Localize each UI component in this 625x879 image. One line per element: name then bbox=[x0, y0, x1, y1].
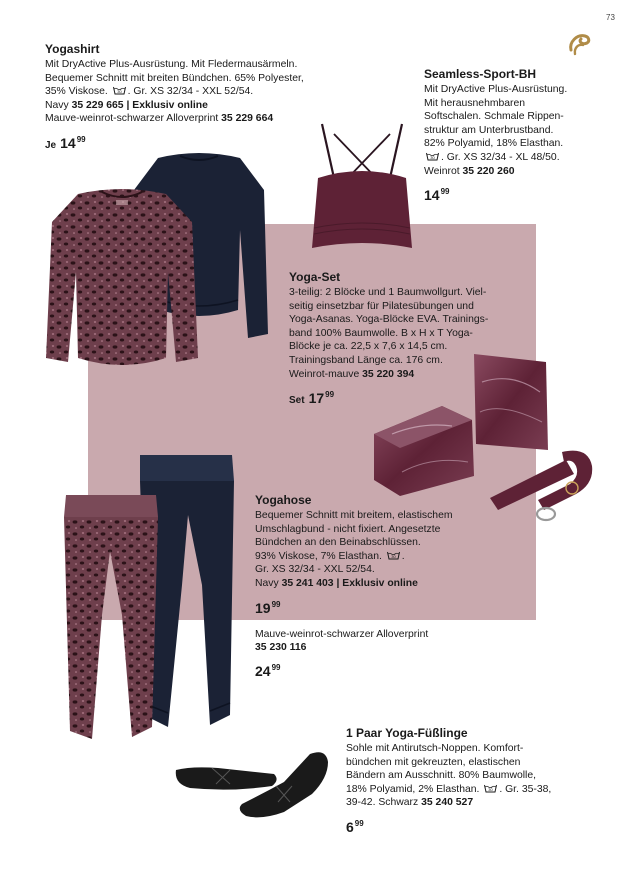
yogashirt-mauve-line: Mauve-weinrot-schwarzer Alloverprint 35 229 664 bbox=[45, 113, 274, 125]
article-number: 35 241 403 bbox=[281, 577, 334, 589]
sport-bra-title: Seamless-Sport-BH bbox=[424, 67, 537, 81]
sport-bra-desc-line: struktur am Unterbrustband. bbox=[424, 124, 554, 136]
yogahose-material-line: 93% Viskose, 7% Elasthan. 30 . bbox=[255, 550, 405, 562]
yogashirt-navy-line: Navy 35 229 665 | Exklusiv online bbox=[45, 99, 208, 111]
sport-bra-size-line: 30 . Gr. XS 32/34 - XL 48/50. bbox=[424, 151, 619, 165]
yoga-set-desc-line: seitig einsetzbar für Pilatesübungen und bbox=[289, 300, 474, 312]
svg-text:30: 30 bbox=[488, 786, 494, 792]
yogashirt-info bbox=[45, 42, 325, 156]
sport-bra-desc-line: Mit herausnehmbaren bbox=[424, 97, 526, 109]
svg-text:30: 30 bbox=[391, 553, 396, 559]
yogashirt-price: Je $14^{99}$ bbox=[45, 134, 86, 151]
yogahose-info bbox=[255, 493, 515, 681]
yogahose-mauve-price: $24^{99}$ bbox=[255, 662, 281, 679]
yoga-set-title: Yoga-Set bbox=[289, 270, 341, 284]
yogahose-navy-price: $19^{99}$ bbox=[255, 599, 281, 616]
article-number: 35 229 664 bbox=[221, 113, 274, 125]
article-number: 35 220 260 bbox=[462, 165, 515, 177]
article-number: 35 240 527 bbox=[421, 797, 474, 809]
yogahose-desc-line: Bündchen an den Beinabschlüssen. bbox=[255, 537, 421, 549]
sport-bra-desc-line: Softschalen. Schmale Rippen- bbox=[424, 111, 564, 123]
yogahose-title: Yogahose bbox=[255, 493, 312, 507]
sport-bra-color-line: Weinrot 35 220 260 bbox=[424, 165, 515, 177]
article-number: 35 230 116 bbox=[255, 642, 307, 654]
yoga-set-price: Set $17^{99}$ bbox=[289, 390, 335, 407]
yoga-set-desc-line: 3-teilig: 2 Blöcke und 1 Baumwollgurt. Viel- bbox=[289, 287, 487, 298]
training-band-image bbox=[488, 448, 598, 526]
yogashirt-desc-line: 35% Viskose. 30 . Gr. XS 32/34 - XXL 52/54. bbox=[45, 86, 254, 98]
yogashirt-print-image bbox=[42, 188, 202, 378]
yogashirt-desc-line: Bequemer Schnitt mit breiten Bündchen. 65% Polyester, bbox=[45, 72, 304, 84]
svg-text:30: 30 bbox=[116, 89, 122, 95]
socks-title: 1 Paar Yoga-Füßlinge bbox=[346, 726, 468, 740]
article-number: 35 229 665 bbox=[71, 99, 124, 111]
yogahose-mauve-line: Mauve-weinrot-schwarzer Alloverprint bbox=[255, 628, 429, 640]
yoga-set-desc-line: Blöcke je ca. 22,5 x 7,6 x 14,5 cm. bbox=[289, 341, 448, 353]
svg-text:30: 30 bbox=[430, 155, 435, 161]
page-number: 73 bbox=[606, 13, 615, 22]
yogahose-print-image bbox=[58, 495, 162, 749]
brand-logo-icon bbox=[565, 30, 593, 58]
yoga-set-desc-line: Trainingsband Länge ca. 176 cm. bbox=[289, 354, 443, 366]
yogahose-size-line: Gr. XS 32/34 - XXL 52/54. bbox=[255, 564, 375, 576]
yogahose-navy-line: Navy 35 241 403 | Exklusiv online bbox=[255, 577, 418, 589]
sport-bra-info bbox=[424, 67, 619, 205]
yoga-socks-image bbox=[172, 748, 332, 820]
yogashirt-desc-line: Mit DryActive Plus-Ausrüstung. Mit Fledermausärmeln. bbox=[45, 59, 298, 70]
socks-desc-line: 18% Polyamid, 2% Elasthan. 30 . Gr. 35-38, bbox=[346, 783, 552, 795]
sport-bra-desc-line: Mit DryActive Plus-Ausrüstung. bbox=[424, 84, 568, 95]
yoga-set-desc-line: band 100% Baumwolle. B x H x T Yoga- bbox=[289, 327, 473, 339]
article-number: 35 220 394 bbox=[362, 368, 415, 380]
yogashirt-title: Yogashirt bbox=[45, 42, 100, 56]
socks-desc-line: bündchen mit gekreuzten, elastischen bbox=[346, 756, 521, 768]
socks-desc-line: Bändern am Ausschnitt. 80% Baumwolle, bbox=[346, 770, 537, 782]
yogahose-desc-line: Umschlagbund - nicht fixiert. Angesetzte bbox=[255, 523, 441, 535]
wash-care-icon bbox=[426, 152, 439, 161]
wash-care-icon bbox=[113, 86, 126, 95]
socks-color-line: 39-42. Schwarz 35 240 527 bbox=[346, 797, 474, 809]
sport-bra-price: $14^{99}$ bbox=[424, 187, 450, 204]
sport-bra-image bbox=[308, 120, 416, 252]
sport-bra-desc-line: 82% Polyamid, 18% Elasthan. bbox=[424, 138, 564, 150]
yoga-set-color-line: Weinrot-mauve 35 220 394 bbox=[289, 368, 415, 380]
socks-info bbox=[346, 726, 616, 837]
yogahose-desc-line: Bequemer Schnitt mit breitem, elastischem bbox=[255, 510, 453, 521]
yoga-set-desc-line: Yoga-Asanas. Yoga-Blöcke EVA. Trainings- bbox=[289, 314, 489, 326]
socks-desc-line: Sohle mit Antirutsch-Noppen. Komfort- bbox=[346, 743, 524, 754]
wash-care-icon bbox=[484, 784, 497, 793]
socks-price: $6^{99}$ bbox=[346, 818, 364, 835]
wash-care-icon bbox=[387, 551, 400, 560]
